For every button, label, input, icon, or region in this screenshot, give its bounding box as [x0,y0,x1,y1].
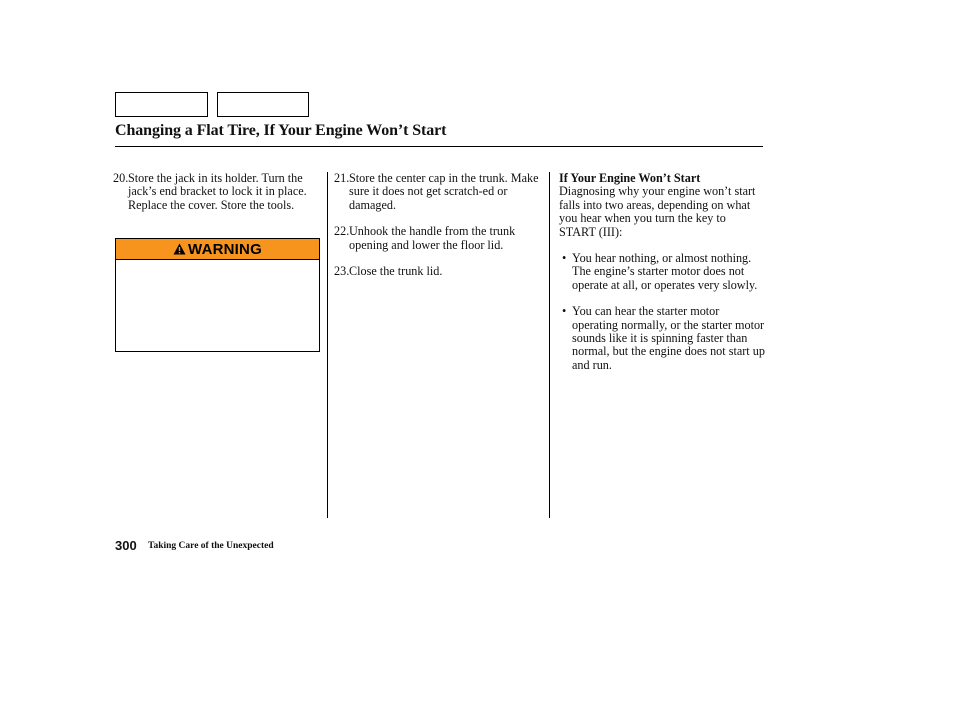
column-divider-1 [327,172,328,518]
page-number: 300 [115,538,137,553]
list-item [559,305,765,372]
warning-label: WARNING [188,240,262,258]
column-divider-2 [549,172,550,518]
step-text: Store the jack in its holder. Turn the jack’s end bracket to lock it in place. Replace the cover. Store the tools. [128,171,307,212]
section-intro: Diagnosing why your engine won’t start falls into two areas, depending on what you hear when you turn the key to START (III): [559,184,756,239]
warning-header [116,239,319,260]
step-number: 23. [334,264,350,279]
column-right [559,172,765,385]
step-22 [334,225,544,252]
step-number: 22. [334,224,350,239]
warning-triangle-icon [173,243,186,255]
step-20 [113,172,321,212]
warning-box [115,238,320,352]
page-title: Changing a Flat Tire, If Your Engine Won’t Start [115,122,447,139]
step-text: Store the center cap in the trunk. Make sure it does not get scratch-ed or damaged. [349,171,539,212]
header-tab-left [115,92,208,117]
list-item-text: You hear nothing, or almost nothing. The engine’s starter motor does not operate at all, or operates very slowly. [572,251,758,292]
title-rule [115,146,763,147]
step-number: 20. [113,171,129,185]
list-item [559,252,765,292]
footer-section-name: Taking Care of the Unexpected [148,541,274,551]
step-23 [334,265,544,278]
column-middle [334,172,544,291]
step-text: Close the trunk lid. [349,264,443,279]
step-21 [334,172,544,212]
step-text: Unhook the handle from the trunk opening and lower the floor lid. [349,224,516,252]
section-heading: If Your Engine Won’t Start [559,171,701,185]
column-left [113,172,321,225]
list-item-text: You can hear the starter motor operating normally, or the starter motor sounds like it is spinning faster than normal, but the engine does not start up and run. [572,304,765,372]
bullet-icon: • [562,304,567,319]
header-tab-right [217,92,309,117]
bullet-icon: • [562,251,567,266]
step-number: 21. [334,171,350,185]
